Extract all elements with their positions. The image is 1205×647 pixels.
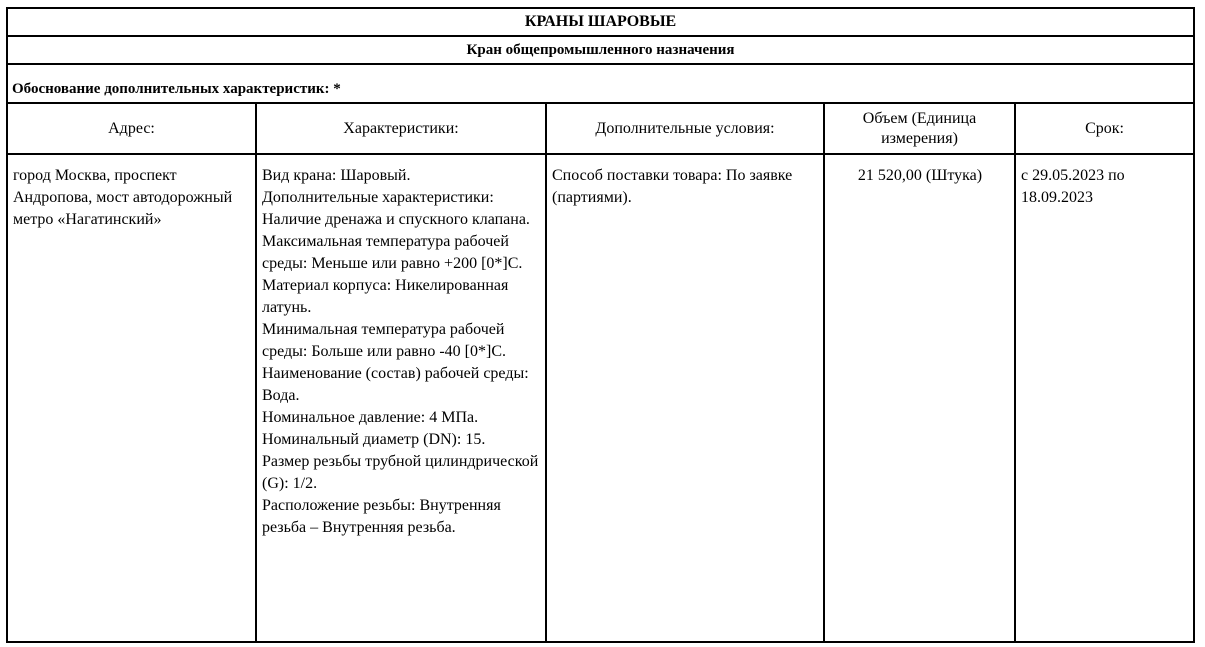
table-subtitle: Кран общепромышленного назначения — [7, 36, 1194, 64]
column-header-address: Адрес: — [7, 103, 256, 154]
spec-table — [6, 7, 1195, 643]
characteristic-line: Дополнительные характеристики: Наличие дренажа и спускного клапана. — [262, 189, 530, 228]
column-header-conditions: Дополнительные условия: — [546, 103, 824, 154]
characteristic-line: Номинальное давление: 4 МПа. — [262, 409, 479, 426]
cell-volume: 21 520,00 (Штука) — [824, 154, 1015, 642]
column-header-term: Срок: — [1015, 103, 1194, 154]
table-title: КРАНЫ ШАРОВЫЕ — [7, 8, 1194, 36]
table-row — [7, 154, 1194, 642]
column-header-characteristics: Характеристики: — [256, 103, 546, 154]
characteristic-line: Расположение резьбы: Внутренняя резьба – Внутренняя резьба. — [262, 497, 501, 536]
characteristic-line: Вид крана: Шаровый. — [262, 167, 411, 184]
title-row — [7, 8, 1194, 36]
column-header-volume: Объем (Единица измерения) — [824, 103, 1015, 154]
subtitle-row — [7, 36, 1194, 64]
header-row — [7, 103, 1194, 154]
characteristic-line: Размер резьбы трубной цилиндрической (G): 1/2. — [262, 453, 539, 492]
cell-term: с 29.05.2023 по 18.09.2023 — [1015, 154, 1194, 642]
characteristic-line: Номинальный диаметр (DN): 15. — [262, 431, 486, 448]
cell-conditions: Способ поставки товара: По заявке (партиями). — [546, 154, 824, 642]
cell-characteristics — [256, 154, 546, 642]
justification-row — [7, 64, 1194, 103]
characteristic-line: Минимальная температура рабочей среды: Больше или равно -40 [0*]С. — [262, 321, 506, 360]
characteristic-line: Максимальная температура рабочей среды: Меньше или равно +200 [0*]С. — [262, 233, 523, 272]
characteristic-line: Материал корпуса: Никелированная латунь. — [262, 277, 509, 316]
justification-label: Обоснование дополнительных характеристик: * — [7, 64, 1194, 103]
cell-address: город Москва, проспект Андропова, мост автодорожный метро «Нагатинский» — [7, 154, 256, 642]
characteristic-line: Наименование (состав) рабочей среды: Вода. — [262, 365, 529, 404]
